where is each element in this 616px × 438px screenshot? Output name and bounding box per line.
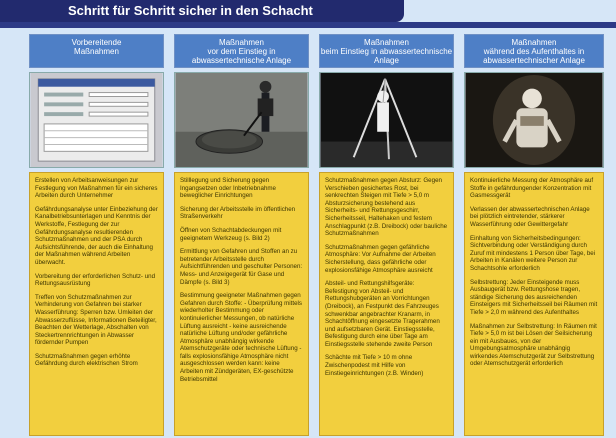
column-3-paragraph-2: Schutzmaßnahmen gegen gefährliche Atmosphäre: Vor Aufnahme der Arbeiten Sicherstellung, dass gefährliche oder explosionsfähige Atmosphäre ausreicht bbox=[325, 243, 436, 274]
worker-in-shaft-image bbox=[465, 73, 603, 167]
column-2-paragraph-1: Stilllegung und Sicherung gegen Ingangsetzen oder Inbetriebnahme beweglicher Einrichtungen bbox=[180, 177, 276, 200]
column-4-photo bbox=[464, 72, 604, 168]
tripod-hoist-image bbox=[320, 73, 453, 167]
column-1-paragraph-1: Erstellen von Arbeitsanweisungen zur Festlegung von Maßnahmen für ein sicheres Arbeiten durch Unternehmer bbox=[35, 177, 158, 200]
column-3-paragraph-4: Schächte mit Tiefe > 10 m ohne Zwischenpodest mit Hilfe von Einstiegeinrichtungen (z.B. Winden) bbox=[325, 354, 424, 377]
column-3-paragraph-3: Absteil- und Rettungshilfsgeräte: Befestigung von Absteil- und Rettungshubgeräten an Vorrichtungen (Dreibock), an Festpunkt des Fahrzeuges schwenkbar angebrachter Kranarm, in Schachtöffnung eingesetzte Tragerahmen und aufsetzbaren Gerät. Einstiegsstelle, Befestigung durch eine über Tage am Einstiegsstelle stehende zweite Person bbox=[325, 280, 440, 348]
column-2-heading-line1: Maßnahmen bbox=[219, 38, 264, 47]
column-2-paragraph-2: Sicherung der Arbeitsstelle im öffentlichen Straßenverkehr bbox=[180, 205, 296, 221]
column-3-text bbox=[319, 172, 454, 436]
column-4-heading bbox=[464, 34, 604, 68]
column-2-heading-line2: vor dem Einstieg in abwassertechnische Anlage bbox=[191, 47, 292, 65]
column-4-paragraph-1: Kontinuierliche Messung der Atmosphäre auf Stoffe in gefährdungender Konzentration mit Gasmessgerät bbox=[470, 177, 594, 200]
column-1-paragraph-2: Gefährdungsanalyse unter Einbeziehung der Kanalbetriebsunterlagen und Kenntnis der Werkstoffe, Festlegung der zur Gefährdungsanalyse resultierenden Schutzmaßnahmen und der PSA durch Aufsichtsführende, der auch die Einhaltung der Maßnahmen während Arbeiten überwacht. bbox=[35, 205, 158, 266]
manhole-cover-image bbox=[175, 73, 308, 167]
column-4-paragraph-4: Selbstrettung: Jeder Einsteigende muss Ausbaugerät bzw. Rettungshose tragen, ständige Sicherung des ausreichenden Einsteigers mit Sicherheitsseil bei Räumen mit Tiefe > 2,0 m während des Aufenthaltes bbox=[470, 278, 598, 316]
column-3-paragraph-1: Schutzmaßnahmen gegen Absturz: Gegen Verschieben gesichertes Rost, bei senkrechten Steigen mit Tiefe > 5,0 m Absturzsicherung bestehend aus Sicherheits- und Rettungsgeschirr, Sicherheitsseil, Haltehaken und festem Anschlagpunkt (z.B. Dreibock) oder bauliche Schutzmaßnahmen bbox=[325, 177, 448, 238]
column-1-text bbox=[29, 172, 164, 436]
column-1-photo bbox=[29, 72, 164, 168]
column-3-heading-line1: Maßnahmen bbox=[364, 38, 409, 47]
column-1-heading-line1: Vorbereitende bbox=[71, 38, 122, 47]
column-2-paragraph-3: Öffnen von Schachtabdeckungen mit geeignetem Werkzeug (s. Bild 2) bbox=[180, 226, 282, 242]
column-4-paragraph-2: Verlassen der abwassertechnischen Anlage bei plötzlich eintretender, stärkerer Wasserführung oder Gewittergefahr bbox=[470, 205, 590, 228]
column-1-paragraph-5: Schutzmaßnahmen gegen erhöhte Gefährdung durch elektrischen Strom bbox=[35, 352, 138, 368]
column-4-heading-line1: Maßnahmen bbox=[511, 38, 557, 47]
column-2-photo bbox=[174, 72, 309, 168]
column-4-text bbox=[464, 172, 604, 436]
column-3-photo bbox=[319, 72, 454, 168]
title-underline-stripe bbox=[0, 22, 616, 28]
column-1-heading bbox=[29, 34, 164, 68]
column-3-heading-line2: beim Einstieg in abwassertechnische Anlage bbox=[320, 47, 453, 65]
column-4-paragraph-5: Maßnahmen zur Selbstrettung: In Räumen mit Tiefe > 5,0 m ist bei Lösen der Seilsicherung ein mit Ausbaues, von der Umgebungsatmosphäre unabhängig wirkendes Atemschutzgerät zur Selbstrettung oder Atemschutzgerät erforderlich bbox=[470, 322, 597, 368]
column-2-text bbox=[174, 172, 309, 436]
column-1-heading-line2: Maßnahmen bbox=[74, 47, 119, 56]
column-1-paragraph-4: Treffen von Schutzmaßnahmen zur Verhinderung von Gefahren bei starker Wasserführung: Sperren bzw. Umleiten der Abwasserzuflüsse, Informationen Beteiligter, Beachten der Wetterlage, Abschalten von Steckertrennrichtungen in Abwasser fördernder Pumpen bbox=[35, 293, 157, 347]
column-2-heading bbox=[174, 34, 309, 68]
document-forms-image bbox=[30, 73, 163, 167]
column-4-heading-line2: während des Aufenthaltes in abwassertechnischer Anlage bbox=[483, 47, 585, 65]
column-2-paragraph-4: Ermittlung von Gefahren und Stoffen an zu betretender Arbeitsstelle durch Aufsichtführenden und geschulter Personen: Mess- und Anzeigegerät für Gase und Dämpfe (s. Bild 3) bbox=[180, 248, 303, 286]
column-3-heading bbox=[319, 34, 454, 68]
column-2-paragraph-5: Bestimmung geeigneter Maßnahmen gegen Gefahren durch Stoffe: - Überprüfung mittels wiederholter Bestimmung oder kontinuierlicher Messungen, ob natürliche Lüftung ausreicht - keine ausreichende natürliche Lüftung und/oder gefährliche Atmosphäre unabhängig wirkende Atemschutzgeräte oder technische Lüftung - falls explosionsfähige Atmosphäre nicht ausgeschlossen werden kann: keine Arbeiten mit Zündgeräten, EX-geschützte Betriebsmittel bbox=[180, 292, 302, 383]
column-1-paragraph-3: Vorbereitung der erforderlichen Schutz- und Rettungsausrüstung bbox=[35, 272, 156, 288]
page-title: Schritt für Schritt sicher in den Schacht bbox=[0, 0, 404, 22]
column-4-paragraph-3: Einhaltung von Sicherheitsbedingungen: Sichtverbindung oder Verständigung durch Zuruf mit mindestens 1 Person über Tage, bei Arbeiten in Kanälen weitere Person zur Schachtsohle erforderlich bbox=[470, 234, 596, 272]
